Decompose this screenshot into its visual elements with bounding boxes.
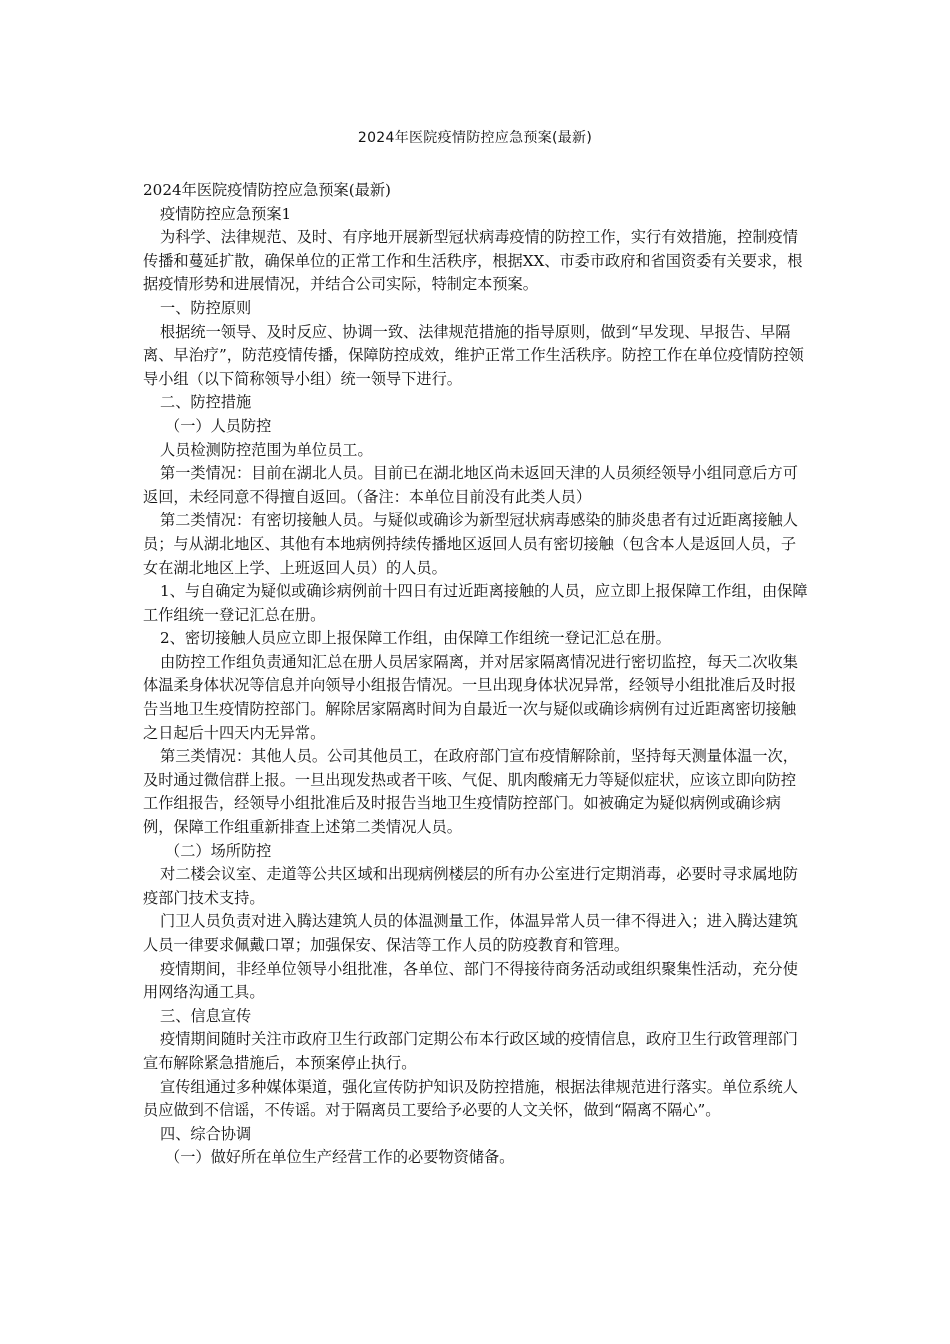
heading-publicity: 三、信息宣传 — [160, 1006, 252, 1025]
heading-coordination: 四、综合协调 — [160, 1124, 252, 1143]
paragraph-home-isolation: 由防控工作组负责通知汇总在册人员居家隔离，并对居家隔离情况进行密切监控，每天二次收集体温柔身体状况等信息并向领导小组报告情况。一旦出现身体状况异常，经领导小组批准后及时报告当地卫生疫情防控部门。解除居家隔离时间为自最近一次与疑似或确诊病例有过近距离密切接触之日起后十四天内无异常。 — [143, 652, 798, 742]
paragraph-category-2: 第二类情况：有密切接触人员。与疑似或确诊为新型冠状病毒感染的肺炎患者有过近距离接触人员；与从湖北地区、其他有本地病例持续传播地区返回人员有密切接触（包含本人是返回人员，子女在湖北地区上学、上班返回人员）的人员。 — [143, 511, 798, 577]
subheading-premises: （二）场所防控 — [165, 841, 272, 860]
paragraph-disinfection: 对二楼会议室、走道等公共区域和出现病例楼层的所有办公室进行定期消毒，必要时寻求属地防疫部门技术支持。 — [143, 865, 798, 907]
document-heading: 2024年医院疫情防控应急预案(最新) — [143, 181, 391, 199]
paragraph-information: 疫情期间随时关注市政府卫生行政部门定期公布本行政区域的疫情信息，政府卫生行政管理部门宣布解除紧急措施后，本预案停止执行。 — [143, 1030, 798, 1072]
heading-measures: 二、防控措施 — [160, 393, 252, 412]
paragraph-intro: 为科学、法律规范、及时、有序地开展新型冠状病毒疫情的防控工作，实行有效措施，控制疫情传播和蔓延扩散，确保单位的正常工作和生活秩序，根据XX、市委市政府和省国资委有关要求，根据疫情形势和进展情况，并结合公司实际，特制定本预案。 — [143, 228, 803, 294]
section-title-plan-1: 疫情防控应急预案1 — [160, 204, 292, 223]
paragraph-gatekeeper: 门卫人员负责对进入腾达建筑人员的体温测量工作，体温异常人员一律不得进入；进入腾达建筑人员一律要求佩戴口罩；加强保安、保洁等工作人员的防疫教育和管理。 — [143, 912, 798, 954]
paragraph-item-2: 2、密切接触人员应立即上报保障工作组，由保障工作组统一登记汇总在册。 — [160, 629, 671, 648]
paragraph-category-1: 第一类情况：目前在湖北人员。目前已在湖北地区尚未返回天津的人员须经领导小组同意后方可返回，未经同意不得擅自返回。（备注：本单位目前没有此类人员） — [143, 464, 798, 506]
page-title: 2024年医院疫情防控应急预案(最新) — [357, 130, 593, 146]
paragraph-scope: 人员检测防控范围为单位员工。 — [160, 440, 373, 459]
paragraph-gatherings: 疫情期间，非经单位领导小组批准，各单位、部门不得接待商务活动或组织聚集性活动，充分使用网络沟通工具。 — [143, 959, 798, 1002]
paragraph-item-1: 1、与自确定为疑似或确诊病例前十四日有过近距离接触的人员，应立即上报保障工作组，由保障工作组统一登记汇总在册。 — [143, 582, 808, 624]
paragraph-category-3: 第三类情况：其他人员。公司其他员工，在政府部门宣布疫情解除前，坚持每天测量体温一次，及时通过微信群上报。一旦出现发热或者干咳、气促、肌肉酸痛无力等疑似症状，应该立即向防控工作组报告，经领导小组批准后及时报告当地卫生疫情防控部门。如被确定为疑似病例或确诊病例，保障工作组重新排查上述第二类情况人员。 — [143, 747, 798, 837]
heading-principles: 一、防控原则 — [160, 298, 252, 317]
document-body — [143, 179, 811, 1170]
paragraph-publicity: 宣传组通过多种媒体渠道，强化宣传防护知识及防控措施，根据法律规范进行落实。单位系统人员应做到不信谣，不传谣。对于隔离员工要给予必要的人文关怀，做到“隔离不隔心”。 — [143, 1077, 798, 1120]
subheading-personnel: （一）人员防控 — [165, 416, 272, 435]
paragraph-principles: 根据统一领导、及时反应、协调一致、法律规范措施的指导原则，做到“早发现、早报告、早隔离、早治疗”，防范疫情传播，保障防控成效，维护正常工作生活秩序。防控工作在单位疫情防控领导小组（以下简称领导小组）统一领导下进行。 — [143, 322, 804, 388]
paragraph-supplies: （一）做好所在单位生产经营工作的必要物资储备。 — [165, 1148, 515, 1167]
